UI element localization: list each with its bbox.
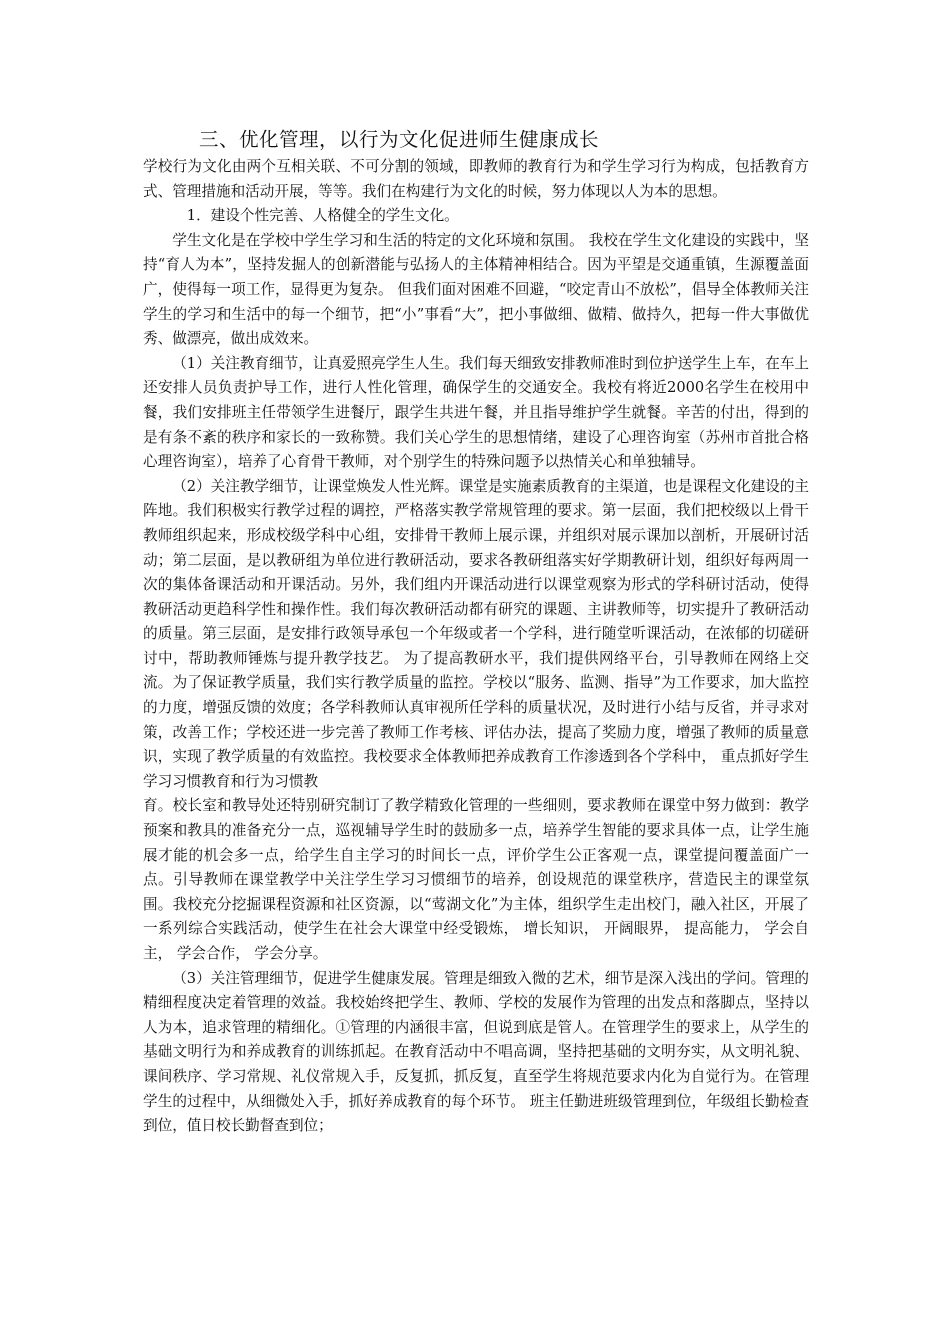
management-detail-paragraph: （3）关注管理细节，促进学生健康发展。管理是细致入微的艺术，细节是深入浅出的学问。管理的精细程度决定着管理的效益。我校始终把学生、教师、学校的发展作为管理的出发点和落脚点，坚持以人为本，追求管理的精细化。①管理的内涵很丰富，但说到底是管人。在管理学生的要求上，从学生的基础文明行为和养成教育的训练抓起。在教育活动中不唱高调，坚持把基础的文明夯实，从文明礼貌、课间秩序、学习常规、礼仪常规入手，反复抓，抓反复，直至学生将规范要求内化为自觉行为。在管理学生的过程中，从细微处入手，抓好养成教育的每个环节。 班主任勤进班级管理到位，年级组长勤检查到位，值日校长勤督查到位； [143,969,810,1135]
intro-paragraph: 学校行为文化由两个互相关联、不可分割的领域，即教师的教育行为和学生学习行为构成，包括教育方式、管理措施和活动开展，等等。我们在构建行为文化的时候，努力体现以人为本的思想。 [143,158,809,200]
education-detail-paragraph: （1）关注教育细节，让真爱照亮学生人生。我们每天细致安排教师准时到位护送学生上车，在车上还安排人员负责护导工作，进行人性化管理，确保学生的交通安全。我校有将近2000名学生在校用中餐，我们安排班主任带领学生进餐厅，跟学生共进午餐，并且指导维护学生就餐。辛苦的付出，得到的是有条不紊的秩序和家长的一致称赞。我们关心学生的思想情绪，建设了心理咨询室（苏州市首批合格心理咨询室），培养了心育骨干教师，对个别学生的特殊问题予以热情关心和单独辅导。 [143,354,810,471]
student-culture-paragraph: 学生文化是在学校中学生学习和生活的特定的文化环境和氛围。 我校在学生文化建设的实践中，坚持“育人为本”，坚持发掘人的创新潜能与弘扬人的主体精神相结合。因为平望是交通重镇，生源覆盖面广，使得每一项工作，显得更为复杂。 但我们面对困难不回避，“咬定青山不放松”，倡导全体教师关注学生的学习和生活中的每一个细节，把“小”事看“大”，把小事做细、做精、做持久，把每一件大事做优秀、做漂亮，做出成效来。 [143,231,809,348]
section-heading: 三、优化管理，以行为文化促进师生健康成长 [199,128,600,151]
teaching-detail-paragraph: （2）关注教学细节，让课堂焕发人性光辉。课堂是实施素质教育的主渠道，也是课程文化建设的主阵地。我们积极实行教学过程的调控，严格落实教学常规管理的要求。第一层面，我们把校级以上骨干教师组织起来，形成校级学科中心组，安排骨干教师上展示课，并组织对展示课加以剖析，开展研讨活动；第二层面，是以教研组为单位进行教研活动，要求各教研组落实好学期教研计划，组织好每两周一次的集体备课活动和开课活动。另外，我们组内开课活动进行以课堂观察为形式的学科研讨活动，使得教研活动更趋科学性和操作性。我们每次教研活动都有研究的课题、主讲教师等，切实提升了教研活动的质量。第三层面，是安排行政领导承包一个年级或者一个学科，进行随堂听课活动，在浓郁的切磋研讨中，帮助教师锤炼与提升教学技艺。 为了提高教研水平，我们提供网络平台，引导教师在网络上交流。为了保证教学质量，我们实行教学质量的监控。学校以“服务、监测、指导”为工作要求，加大监控的力度，增强反馈的效度；各学科教师认真审视所任学科的质量状况，及时进行小结与反省，并寻求对策，改善工作；学校还进一步完善了教师工作考核、评估办法，提高了奖励力度，增强了教师的质量意识，实现了教学质量的有效监控。我校要求全体教师把养成教育工作渗透到各个学科中， 重点抓好学生学习习惯教育和行为习惯教 [143,477,810,790]
document-body [143,125,809,1139]
item-1-title: 1．建设个性完善、人格健全的学生文化。 [186,207,459,225]
teaching-detail-continued-paragraph: 育。校长室和教导处还特别研究制订了教学精致化管理的一些细则，要求教师在课堂中努力做到：教学预案和教具的准备充分一点，巡视辅导学生时的鼓励多一点，培养学生智能的要求具体一点，让学生施展才能的机会多一点，给学生自主学习的时间长一点，评价学生公正客观一点，课堂提问覆盖面广一点。引导教师在课堂教学中关注学生学习习惯细节的培养，创设规范的课堂秩序，营造民主的课堂氛围。我校充分挖掘课程资源和社区资源，以“莺湖文化”为主体，组织学生走出校门，融入社区，开展了一系列综合实践活动，使学生在社会大课堂中经受锻炼， 增长知识， 开阔眼界， 提高能力， 学会自主， 学会合作， 学会分享。 [143,797,809,962]
